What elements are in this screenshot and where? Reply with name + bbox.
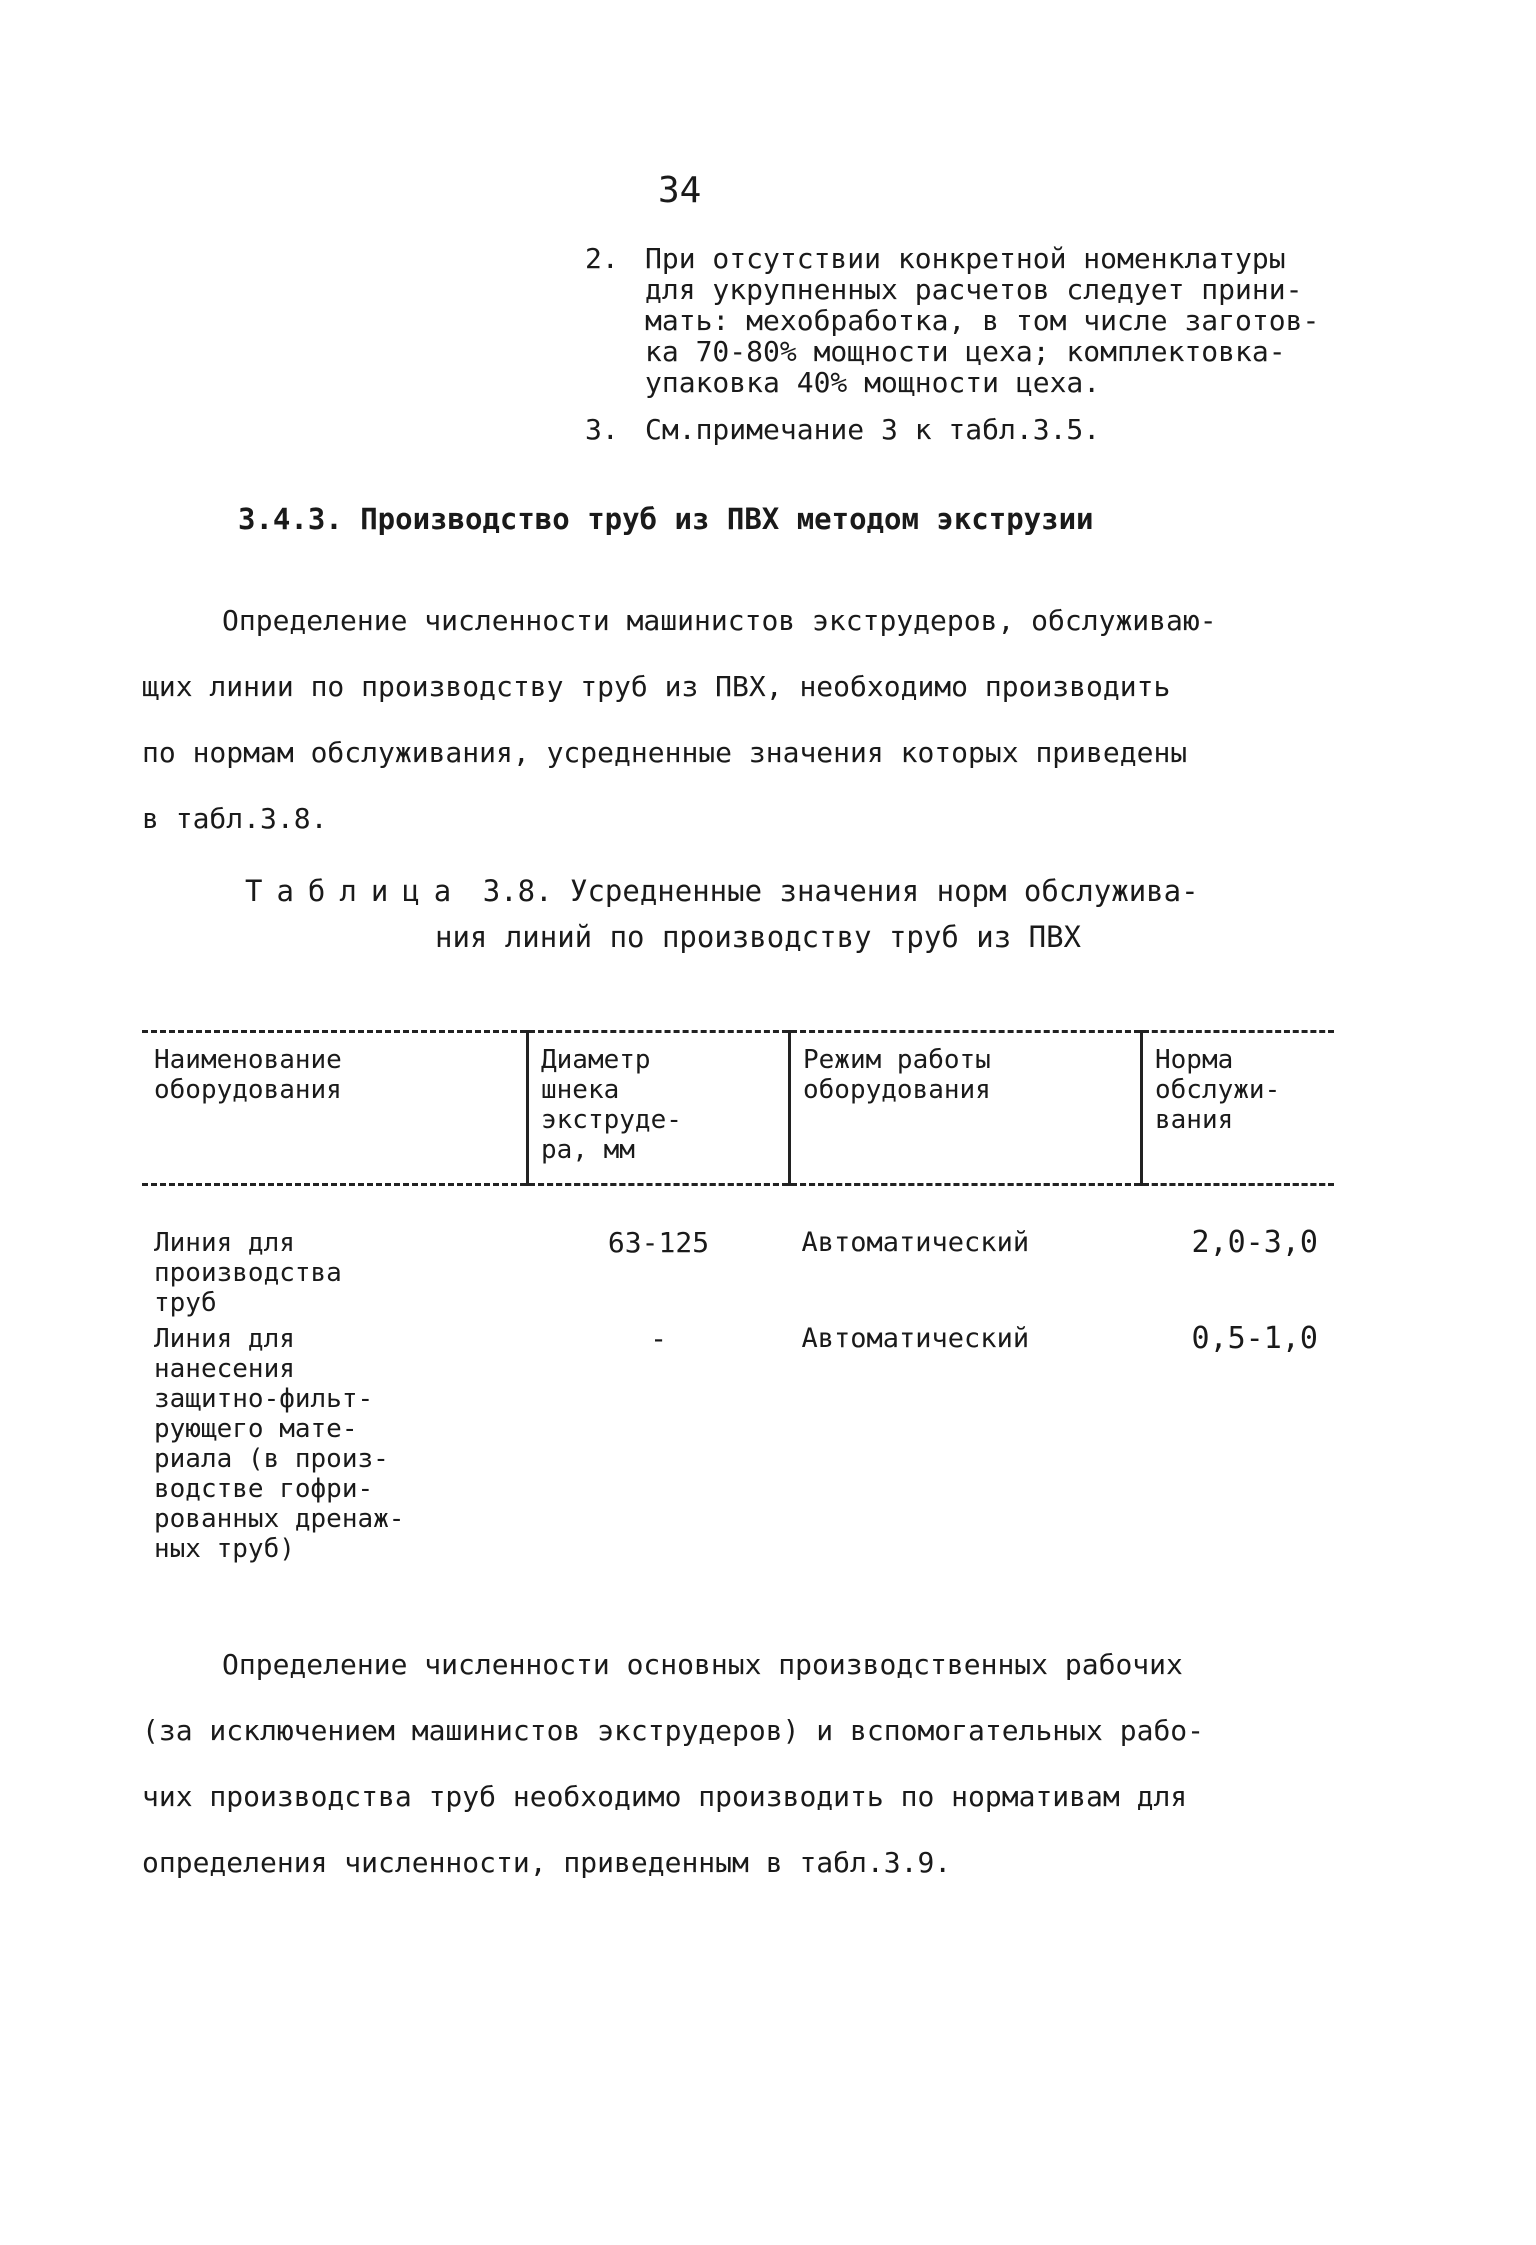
note-text [645,414,1415,445]
cell-operating-mode: Автоматический [801,1323,1030,1354]
norms-table-container [142,1030,1334,1564]
note-line: для укрупненных расчетов следует прини- [645,273,1303,306]
table-caption-line2: ния линий по производству труб из ПВХ [435,920,1082,954]
table-caption-line1: 3.8. Усредненные значения норм обслужива- [482,874,1199,908]
table-row [142,1318,1334,1564]
paragraph-line: щих линии по производству труб из ПВХ, необходимо производить [142,670,1171,703]
table-header-row [142,1032,1334,1185]
page-number: 34 [658,170,702,211]
header-operating-mode: Режим работы оборудования [790,1032,1142,1185]
cell-screw-diameter: - [650,1322,667,1355]
paragraph-line: в табл.3.8. [142,802,328,835]
paragraph-line: по нормам обслуживания, усредненные значения которых приведены [142,736,1188,769]
note-line: При отсутствии конкретной номенклатуры [645,242,1286,275]
table-caption [245,868,1199,960]
note-number: 2. [585,242,619,275]
note-line: См.примечание 3 к табл.3.5. [645,413,1101,446]
notes-list [585,243,1415,461]
paragraph-line: Определение численности машинистов экструдеров, обслуживаю- [222,604,1217,637]
header-equipment-name: Наименование оборудования [154,1045,342,1105]
table-caption-label: Таблица [245,874,466,908]
cell-service-norm: 0,5-1,0 [1191,1321,1318,1356]
note-text [645,243,1415,398]
note-item [585,414,1415,445]
paragraph-line: (за исключением машинистов экструдеров) и вспомогательных рабо- [142,1714,1205,1747]
note-number: 3. [585,413,619,446]
paragraph-line: определения численности, приведенным в табл.3.9. [142,1846,952,1879]
cell-screw-diameter: 63-125 [607,1226,710,1259]
closing-paragraph [142,1632,1392,1896]
norms-table [142,1030,1334,1564]
section-heading: 3.4.3. Производство труб из ПВХ методом экструзии [238,502,1094,536]
paragraph-line: Определение численности основных производственных рабочих [222,1648,1183,1681]
note-line: упаковка 40% мощности цеха. [645,366,1101,399]
cell-service-norm: 2,0-3,0 [1191,1225,1318,1260]
note-item [585,243,1415,398]
note-line: мать: мехобработка, в том числе заготов- [645,304,1320,337]
cell-equipment-name: Линия для нанесения защитно-фильт- рующего мате- риала (в произ- водстве гофри- рованных дренаж- ных труб) [154,1324,405,1564]
header-service-norm: Норма обслужи- вания [1142,1032,1335,1185]
note-line: ка 70-80% мощности цеха; комплектовка- [645,335,1286,368]
intro-paragraph [142,588,1392,852]
header-screw-diameter: Диаметр шнека экструде- ра, мм [528,1032,790,1185]
paragraph-line: чих производства труб необходимо производить по нормативам для [142,1780,1188,1813]
cell-operating-mode: Автоматический [801,1227,1030,1258]
table-row [142,1185,1334,1319]
cell-equipment-name: Линия для производства труб [154,1228,342,1318]
